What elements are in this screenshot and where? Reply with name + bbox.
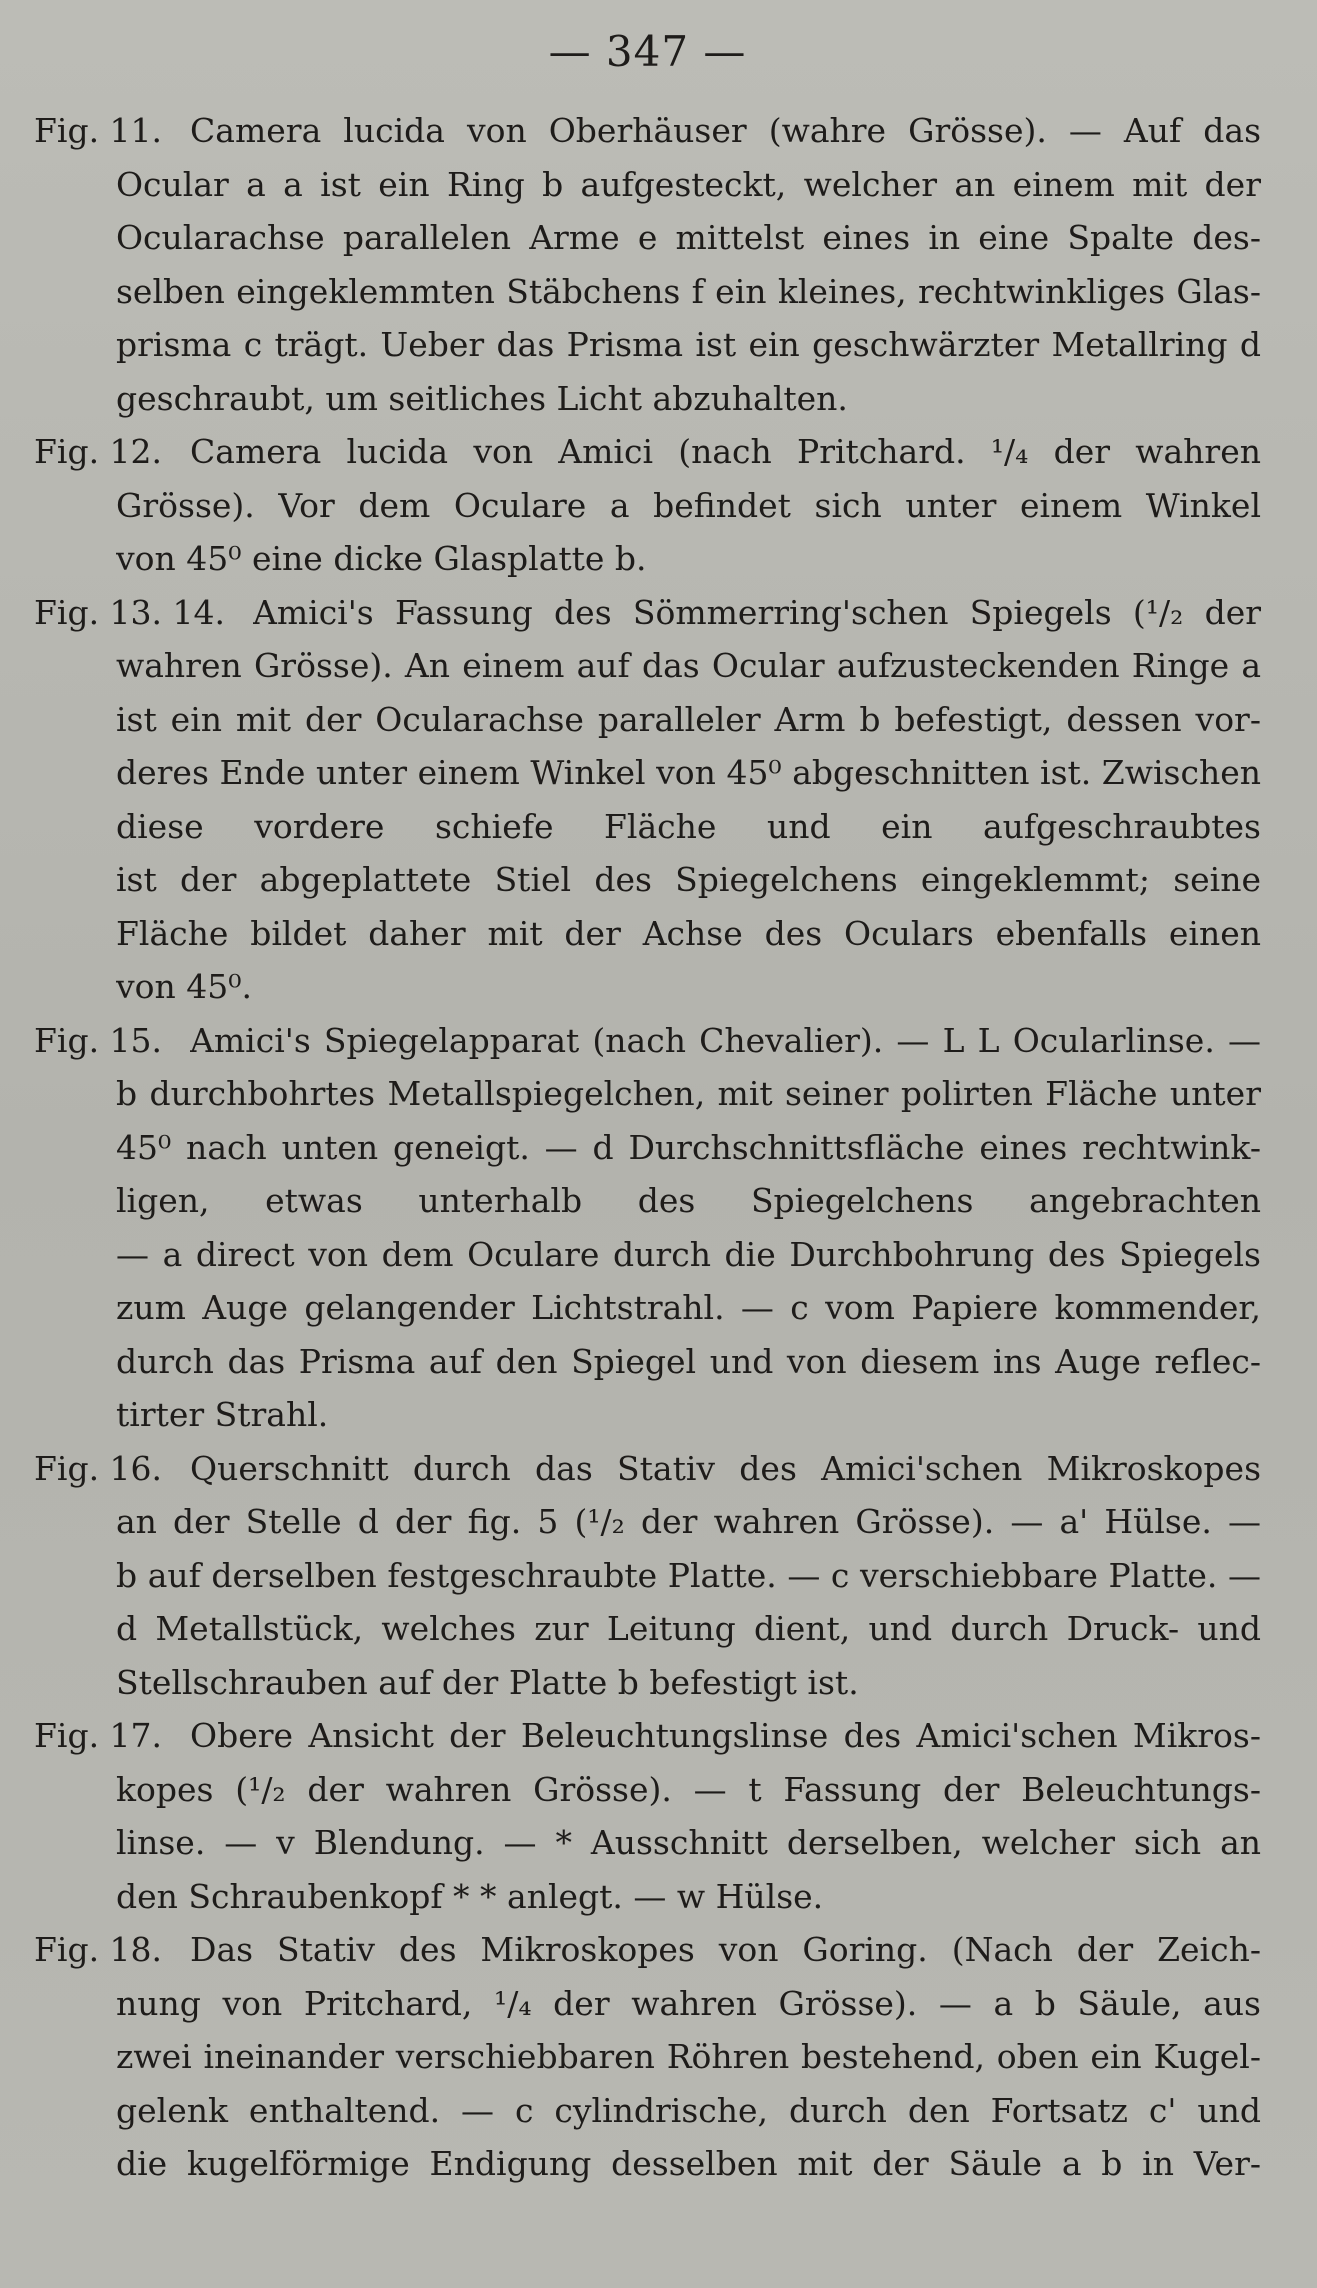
figure-label: Fig. 12. [34,432,163,471]
caption-line [34,1228,1261,1282]
caption-line [34,265,1261,319]
caption-text: nung von Pritchard, ¹/₄ der wahren Grösse). — a b Säule, aus [116,1983,1261,2023]
caption-text: Camera lucida von Amici (nach Pritchard. ¹/₄ der wahren [190,432,1261,471]
caption-line [34,1656,1261,1710]
caption-line [34,907,1261,961]
figure-label: Fig. 11. [34,111,163,150]
caption-line [34,1977,1261,2031]
caption-line [34,479,1261,533]
page-number: — 347 — [548,27,747,76]
caption-text: Das Stativ des Mikroskopes von Goring. (Nach der Zeich- [190,1930,1261,1969]
caption-first-line [34,425,1261,479]
caption-line [34,693,1261,747]
caption-text: Stellschrauben auf der Platte b befestigt ist. [116,1662,859,1702]
caption-line [34,1281,1261,1335]
caption-text: gelenk enthaltend. — c cylindrische, durch den Fortsatz c' und [116,2090,1261,2130]
caption-text: d Metallstück, welches zur Leitung dient, und durch Druck- und [116,1609,1261,1648]
caption-line [34,372,1261,426]
caption-text: Ocularachse parallelen Arme e mittelst eines in eine Spalte des- [116,218,1261,257]
caption-text: — a direct von dem Oculare durch die Durchbohrung des Spiegels [116,1234,1261,1274]
caption-text: deres Ende unter einem Winkel von 45⁰ abgeschnitten ist. Zwischen [116,753,1261,792]
caption-text: tirter Strahl. [116,1395,329,1434]
caption-line [34,1549,1261,1603]
figure-caption-entry [34,104,1261,425]
caption-first-line [34,1014,1261,1068]
caption-line [34,1816,1261,1870]
figure-label: Fig. 13. 14. [34,592,226,632]
figure-caption-entry [34,1709,1261,1923]
caption-text: Camera lucida von Oberhäuser (wahre Grösse). — Auf das [190,111,1261,150]
caption-line [34,1602,1261,1656]
caption-first-line [34,1923,1261,1977]
figure-caption-entry [34,1923,1261,2191]
caption-line [34,1763,1261,1817]
figure-caption-entry [34,1442,1261,1710]
caption-text: b durchbohrtes Metallspiegelchen, mit seiner polirten Fläche unter [116,1074,1261,1113]
caption-text: ist der abgeplattete Stiel des Spiegelchens eingeklemmt; seine [116,860,1261,899]
caption-text: Fläche bildet daher mit der Achse des Oculars ebenfalls einen [116,913,1261,953]
caption-line [34,532,1261,586]
caption-text: kopes (¹/₂ der wahren Grösse). — t Fassung der Beleuchtungs- [116,1769,1261,1809]
caption-text: linse. — v Blendung. — * Ausschnitt derselben, welcher sich an [116,1823,1261,1862]
caption-text: zum Auge gelangender Lichtstrahl. — c vom Papiere kommender, [116,1288,1261,1327]
caption-line [34,2137,1261,2191]
caption-text: die kugelförmige Endigung desselben mit der Säule a b in Ver- [116,2144,1261,2183]
figure-label: Fig. 16. [34,1448,163,1488]
caption-line [34,211,1261,265]
caption-line [34,1121,1261,1175]
caption-line [34,960,1261,1014]
figure-label: Fig. 17. [34,1716,163,1755]
caption-text: durch das Prisma auf den Spiegel und von diesem ins Auge reflec- [116,1341,1261,1381]
caption-first-line [34,104,1261,158]
caption-line [34,2084,1261,2138]
caption-first-line [34,1709,1261,1763]
caption-text: diese vordere schiefe Fläche und ein aufgeschraubtes [116,806,1261,846]
caption-text: selben eingeklemmten Stäbchens f ein kleines, rechtwinkliges Glas- [116,271,1261,311]
caption-text: an der Stelle d der fig. 5 (¹/₂ der wahren Grösse). — a' Hülse. — [116,1502,1261,1541]
caption-first-line [34,1442,1261,1496]
caption-line [34,1495,1261,1549]
caption-line [34,1388,1261,1442]
caption-text: b auf derselben festgeschraubte Platte. — c verschiebbare Platte. — [116,1555,1261,1595]
caption-line [34,2030,1261,2084]
caption-line [34,639,1261,693]
caption-text: von 45⁰. [116,967,252,1006]
figure-captions [34,104,1261,2191]
caption-line [34,318,1261,372]
caption-text: Ocular a a ist ein Ring b aufgesteckt, welcher an einem mit der [116,164,1261,204]
caption-text: ligen, etwas unterhalb des Spiegelchens angebrachten [116,1181,1261,1220]
caption-line [34,1335,1261,1389]
figure-caption-entry [34,586,1261,1014]
caption-line [34,1067,1261,1121]
caption-line [34,1174,1261,1228]
caption-line [34,158,1261,212]
figure-caption-entry [34,1014,1261,1442]
caption-text: Obere Ansicht der Beleuchtungslinse des Amici'schen Mikros- [190,1716,1261,1755]
caption-text: ist ein mit der Ocularachse paralleler Arm b befestigt, dessen vor- [116,699,1261,739]
caption-text: den Schraubenkopf * * anlegt. — w Hülse. [116,1876,824,1916]
caption-text: geschraubt, um seitliches Licht abzuhalten. [116,378,848,418]
figure-label: Fig. 18. [34,1930,163,1969]
caption-text: Amici's Fassung des Sömmerring'schen Spiegels (¹/₂ der [253,592,1261,632]
figure-caption-entry [34,425,1261,586]
caption-text: Amici's Spiegelapparat (nach Chevalier). — L L Ocularlinse. — [190,1020,1261,1060]
caption-line [34,746,1261,800]
caption-text: Querschnitt durch das Stativ des Amici'schen Mikroskopes [190,1448,1261,1488]
caption-text: zwei ineinander verschiebbaren Röhren bestehend, oben ein Kugel- [116,2037,1261,2076]
caption-text: von 45⁰ eine dicke Glasplatte b. [116,539,647,578]
caption-line [34,853,1261,907]
caption-text: prisma c trägt. Ueber das Prisma ist ein geschwärzter Metallring d [116,325,1261,364]
caption-text: Grösse). Vor dem Oculare a befindet sich unter einem Winkel [116,485,1261,525]
caption-line [34,1870,1261,1924]
caption-line [34,800,1261,854]
figure-label: Fig. 15. [34,1020,163,1060]
caption-text: wahren Grösse). An einem auf das Ocular aufzusteckenden Ringe a [116,646,1261,685]
caption-text: 45⁰ nach unten geneigt. — d Durchschnittsfläche eines rechtwink- [116,1127,1261,1167]
caption-first-line [34,586,1261,640]
